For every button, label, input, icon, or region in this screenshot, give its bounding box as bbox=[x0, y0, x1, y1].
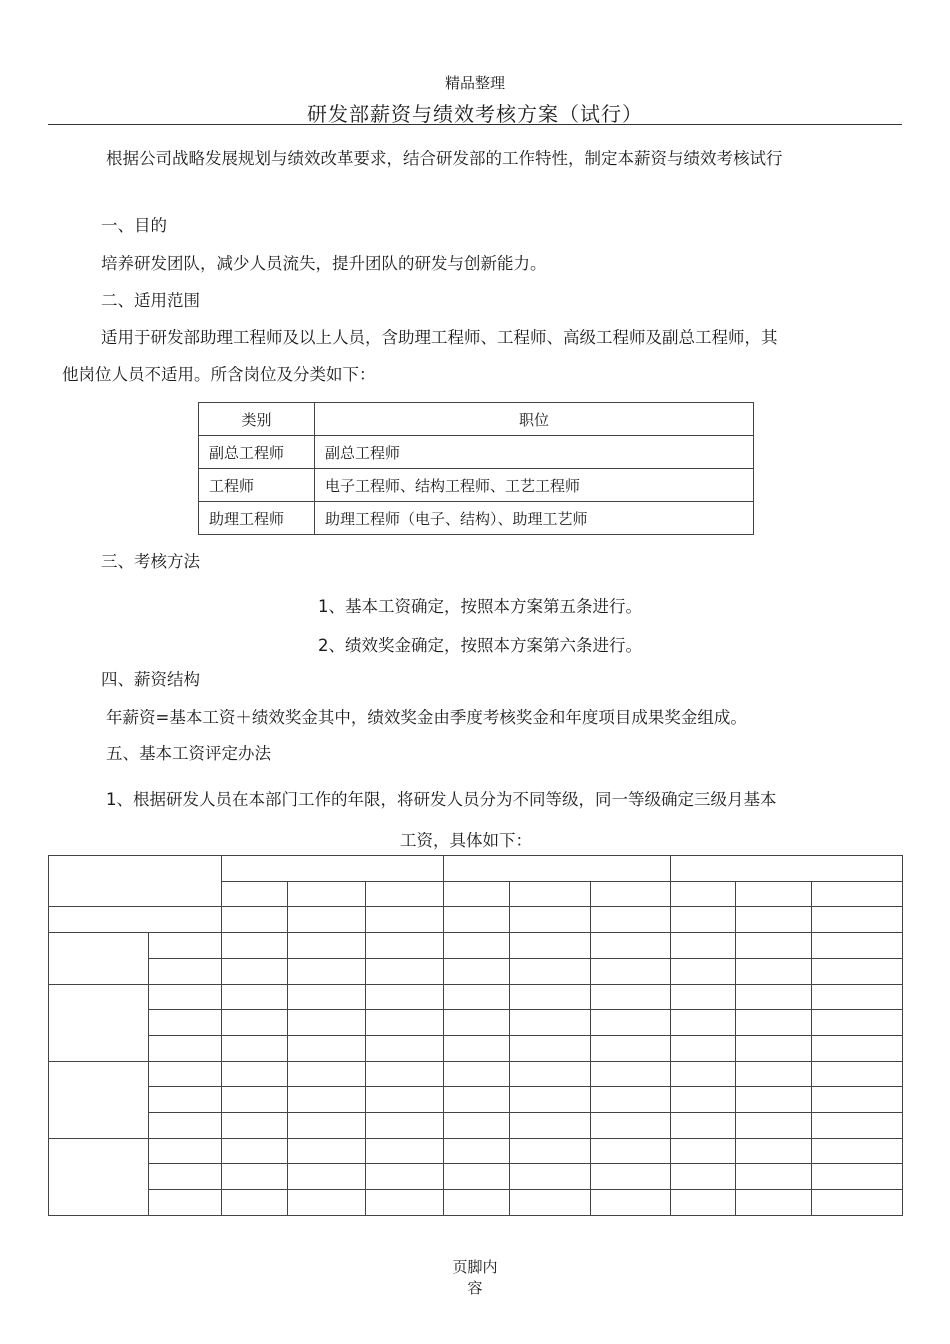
table-cell bbox=[736, 1113, 812, 1139]
table-cell bbox=[366, 881, 444, 907]
table-cell bbox=[736, 1190, 812, 1216]
table-cell bbox=[671, 1087, 736, 1113]
table-cell bbox=[222, 933, 288, 959]
table-cell bbox=[288, 881, 366, 907]
table-cell bbox=[149, 1113, 222, 1139]
table-row bbox=[49, 1035, 903, 1061]
table-cell bbox=[510, 1087, 591, 1113]
table-cell bbox=[49, 933, 149, 984]
section-1-heading: 一、目的 bbox=[101, 216, 167, 235]
table-cell bbox=[510, 1138, 591, 1164]
table-cell bbox=[812, 1061, 903, 1087]
table-cell bbox=[366, 907, 444, 933]
table-cell: 副总工程师 bbox=[315, 436, 754, 469]
table-cell bbox=[812, 881, 903, 907]
table-cell bbox=[288, 907, 366, 933]
table-cell bbox=[149, 1061, 222, 1087]
table-cell: 工程师 bbox=[199, 469, 315, 502]
table-cell bbox=[49, 1061, 149, 1138]
table-cell bbox=[510, 907, 591, 933]
table-cell bbox=[591, 1113, 671, 1139]
table-cell bbox=[444, 881, 510, 907]
table-cell bbox=[444, 1010, 510, 1036]
table-cell bbox=[510, 1035, 591, 1061]
table-cell bbox=[149, 958, 222, 984]
table-cell bbox=[812, 907, 903, 933]
table-cell bbox=[366, 1190, 444, 1216]
table-cell bbox=[222, 856, 444, 882]
table-cell bbox=[591, 1087, 671, 1113]
table-cell bbox=[812, 1164, 903, 1190]
table-cell bbox=[444, 984, 510, 1010]
table-cell bbox=[812, 1010, 903, 1036]
table-cell bbox=[366, 1010, 444, 1036]
table-cell bbox=[671, 1113, 736, 1139]
section-5-item-1-line2: 工资，具体如下： bbox=[400, 831, 532, 850]
table-row bbox=[49, 958, 903, 984]
table-cell bbox=[671, 1035, 736, 1061]
table-header-cell: 类别 bbox=[199, 403, 315, 436]
table-cell bbox=[222, 1010, 288, 1036]
table-cell bbox=[591, 1035, 671, 1061]
table-row bbox=[199, 502, 754, 535]
position-table bbox=[198, 402, 754, 535]
table-cell bbox=[444, 1087, 510, 1113]
table-cell bbox=[591, 1061, 671, 1087]
table-cell bbox=[812, 933, 903, 959]
table-cell bbox=[444, 933, 510, 959]
table-cell bbox=[510, 881, 591, 907]
table-cell bbox=[222, 1087, 288, 1113]
table-cell bbox=[366, 1113, 444, 1139]
section-4-heading: 四、薪资结构 bbox=[101, 670, 200, 689]
table-cell bbox=[812, 958, 903, 984]
table-cell bbox=[49, 984, 149, 1061]
table-cell bbox=[366, 984, 444, 1010]
table-cell bbox=[591, 1138, 671, 1164]
table-row bbox=[49, 1138, 903, 1164]
table-cell bbox=[222, 958, 288, 984]
table-cell bbox=[671, 856, 903, 882]
table-row bbox=[49, 1087, 903, 1113]
table-cell bbox=[736, 1164, 812, 1190]
table-cell bbox=[288, 958, 366, 984]
table-cell bbox=[591, 933, 671, 959]
table-cell bbox=[222, 1138, 288, 1164]
table-cell bbox=[288, 984, 366, 1010]
table-cell bbox=[288, 1010, 366, 1036]
table-cell bbox=[444, 1035, 510, 1061]
table-cell bbox=[49, 1138, 149, 1215]
table-cell: 助理工程师 bbox=[199, 502, 315, 535]
intro-paragraph: 根据公司战略发展规划与绩效改革要求，结合研发部的工作特性，制定本薪资与绩效考核试行 bbox=[106, 149, 783, 168]
table-cell bbox=[812, 1087, 903, 1113]
table-cell bbox=[49, 907, 222, 933]
section-1-body: 培养研发团队，减少人员流失，提升团队的研发与创新能力。 bbox=[101, 254, 547, 273]
section-3-item-1: 1、基本工资确定，按照本方案第五条进行。 bbox=[318, 597, 642, 616]
table-cell bbox=[671, 984, 736, 1010]
table-cell bbox=[671, 1138, 736, 1164]
table-cell bbox=[149, 1164, 222, 1190]
table-cell bbox=[671, 1010, 736, 1036]
header-label: 精品整理 bbox=[444, 74, 505, 92]
section-2-heading: 二、适用范围 bbox=[101, 291, 200, 310]
table-cell bbox=[812, 1138, 903, 1164]
table-cell bbox=[288, 1190, 366, 1216]
table-cell bbox=[736, 1138, 812, 1164]
table-cell bbox=[671, 1061, 736, 1087]
table-header-cell: 职位 bbox=[315, 403, 754, 436]
table-cell bbox=[671, 907, 736, 933]
table-cell bbox=[671, 881, 736, 907]
table-cell bbox=[812, 1190, 903, 1216]
table-cell bbox=[671, 958, 736, 984]
table-row bbox=[49, 1113, 903, 1139]
table-cell bbox=[736, 984, 812, 1010]
table-cell: 副总工程师 bbox=[199, 436, 315, 469]
table-cell bbox=[288, 933, 366, 959]
section-3-item-2: 2、绩效奖金确定，按照本方案第六条进行。 bbox=[318, 636, 642, 655]
table-cell bbox=[444, 1138, 510, 1164]
table-cell bbox=[736, 1035, 812, 1061]
table-cell bbox=[444, 1113, 510, 1139]
table-cell bbox=[288, 1035, 366, 1061]
footer-line-1: 页脚内 bbox=[452, 1258, 498, 1276]
table-cell bbox=[591, 1190, 671, 1216]
table-row bbox=[49, 907, 903, 933]
table-cell bbox=[366, 1087, 444, 1113]
table-cell bbox=[736, 1061, 812, 1087]
table-cell bbox=[222, 1113, 288, 1139]
table-cell bbox=[288, 1087, 366, 1113]
table-row bbox=[49, 984, 903, 1010]
table-cell bbox=[222, 1164, 288, 1190]
table-cell bbox=[510, 1113, 591, 1139]
table-row bbox=[49, 1061, 903, 1087]
table-cell bbox=[591, 881, 671, 907]
section-2-body-line2: 他岗位人员不适用。所含岗位及分类如下： bbox=[62, 365, 376, 384]
table-cell bbox=[671, 1190, 736, 1216]
table-cell bbox=[671, 933, 736, 959]
table-cell bbox=[366, 1164, 444, 1190]
table-cell bbox=[288, 1138, 366, 1164]
table-cell bbox=[149, 1035, 222, 1061]
table-cell bbox=[149, 1190, 222, 1216]
table-cell bbox=[366, 1138, 444, 1164]
salary-grade-table bbox=[48, 855, 903, 1216]
table-cell bbox=[222, 907, 288, 933]
table-cell bbox=[510, 958, 591, 984]
table-row bbox=[49, 1190, 903, 1216]
table-cell bbox=[510, 984, 591, 1010]
table-cell bbox=[812, 1035, 903, 1061]
table-cell bbox=[288, 1113, 366, 1139]
table-cell bbox=[591, 1164, 671, 1190]
table-cell: 助理工程师（电子、结构）、助理工艺师 bbox=[315, 502, 754, 535]
table-row bbox=[49, 856, 903, 882]
table-cell bbox=[366, 1061, 444, 1087]
table-cell bbox=[222, 984, 288, 1010]
table-cell bbox=[736, 881, 812, 907]
table-cell bbox=[366, 933, 444, 959]
table-cell bbox=[288, 1061, 366, 1087]
table-cell: 电子工程师、结构工程师、工艺工程师 bbox=[315, 469, 754, 502]
table-cell bbox=[444, 907, 510, 933]
table-cell bbox=[222, 1061, 288, 1087]
table-cell bbox=[736, 907, 812, 933]
table-cell bbox=[444, 856, 671, 882]
table-row bbox=[199, 436, 754, 469]
table-cell bbox=[736, 1010, 812, 1036]
table-cell bbox=[591, 984, 671, 1010]
table-cell bbox=[149, 933, 222, 959]
table-cell bbox=[510, 1164, 591, 1190]
table-cell bbox=[591, 958, 671, 984]
table-header-row bbox=[199, 403, 754, 436]
table-row bbox=[49, 933, 903, 959]
table-cell bbox=[591, 1010, 671, 1036]
table-cell bbox=[510, 1190, 591, 1216]
table-cell bbox=[812, 1113, 903, 1139]
table-cell bbox=[49, 856, 222, 907]
table-cell bbox=[736, 933, 812, 959]
table-cell bbox=[222, 1035, 288, 1061]
table-cell bbox=[510, 1010, 591, 1036]
footer-line-2: 容 bbox=[467, 1279, 483, 1297]
table-cell bbox=[149, 1138, 222, 1164]
table-cell bbox=[149, 1087, 222, 1113]
table-row bbox=[49, 1010, 903, 1036]
table-cell bbox=[510, 1061, 591, 1087]
table-cell bbox=[222, 1190, 288, 1216]
table-row bbox=[49, 1164, 903, 1190]
table-row bbox=[199, 469, 754, 502]
table-cell bbox=[149, 984, 222, 1010]
title-divider bbox=[48, 124, 902, 125]
table-cell bbox=[366, 958, 444, 984]
table-cell bbox=[149, 1010, 222, 1036]
table-cell bbox=[444, 1061, 510, 1087]
table-cell bbox=[591, 907, 671, 933]
section-3-heading: 三、考核方法 bbox=[101, 552, 200, 571]
page-title: 研发部薪资与绩效考核方案（试行） bbox=[307, 102, 643, 126]
table-cell bbox=[444, 958, 510, 984]
table-cell bbox=[288, 1164, 366, 1190]
table-cell bbox=[444, 1164, 510, 1190]
section-5-item-1-line1: 1、根据研发人员在本部门工作的年限，将研发人员分为不同等级，同一等级确定三级月基本 bbox=[106, 790, 777, 809]
table-cell bbox=[444, 1190, 510, 1216]
table-cell bbox=[736, 1087, 812, 1113]
section-2-body-line1: 适用于研发部助理工程师及以上人员，含助理工程师、工程师、高级工程师及副总工程师，其 bbox=[101, 328, 778, 347]
table-cell bbox=[510, 933, 591, 959]
table-cell bbox=[222, 881, 288, 907]
table-cell bbox=[736, 958, 812, 984]
table-cell bbox=[671, 1164, 736, 1190]
section-5-heading: 五、基本工资评定办法 bbox=[106, 744, 271, 763]
table-cell bbox=[366, 1035, 444, 1061]
table-cell bbox=[812, 984, 903, 1010]
section-4-body: 年薪资=基本工资＋绩效奖金其中，绩效奖金由季度考核奖金和年度项目成果奖金组成。 bbox=[106, 708, 747, 727]
